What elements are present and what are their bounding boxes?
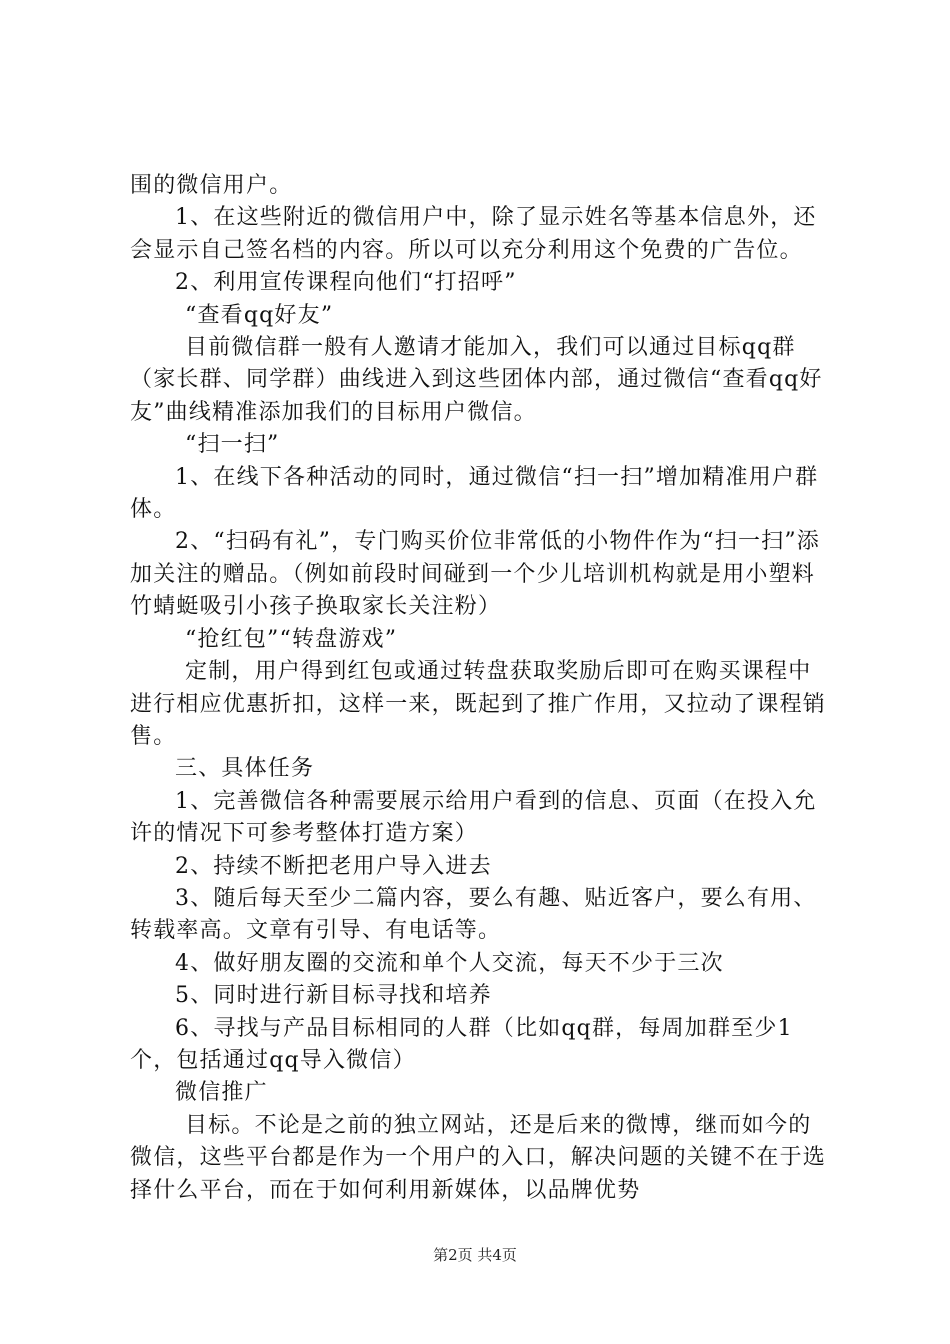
page-footer: 第2页 共4页 (433, 1246, 517, 1264)
paragraph: 5、同时进行新目标寻找和培养 (175, 983, 492, 1009)
paragraph: 1、完善微信各种需要展示给用户看到的信息、页面（在投入允许的情况下可参考整体打造方案） (130, 788, 817, 847)
document-body (130, 170, 830, 1207)
section-heading: “扫一扫” (185, 432, 280, 458)
paragraph: 6、寻找与产品目标相同的人群（比如qq群，每周加群至少1个，包括通过qq导入微信） (130, 1015, 793, 1073)
paragraph: 2、利用宣传课程向他们“打招呼” (175, 270, 517, 296)
paragraph: 1、在线下各种活动的同时，通过微信“扫一扫”增加精准用户群体。 (130, 464, 819, 523)
section-heading: “查看qq好友” (185, 302, 334, 328)
paragraph: 3、随后每天至少二篇内容，要么有趣、贴近客户，要么有用、转载率高。文章有引导、有电话等。 (130, 885, 817, 944)
paragraph: 2、持续不断把老用户导入进去 (175, 853, 492, 879)
section-heading: 三、具体任务 (175, 756, 315, 782)
paragraph: 2、“扫码有礼”，专门购买价位非常低的小物件作为“扫一扫”添加关注的赠品。（例如前段时间碰到一个少儿培训机构就是用小塑料竹蜻蜓吸引小孩子换取家长关注粉） (130, 529, 820, 620)
paragraph: 目标。不论是之前的独立网站，还是后来的微博，继而如今的微信，这些平台都是作为一个用户的入口，解决问题的关键不在于选择什么平台，而在于如何利用新媒体，以品牌优势 (130, 1112, 827, 1203)
section-heading: “抢红包”“转盘游戏” (185, 626, 398, 652)
paragraph: 围的微信用户。 (130, 173, 293, 198)
paragraph: 定制，用户得到红包或通过转盘获取奖励后即可在购买课程中进行相应优惠折扣，这样一来，既起到了推广作用，又拉动了课程销售。 (130, 659, 827, 749)
section-heading: 微信推广 (175, 1080, 268, 1106)
paragraph: 1、在这些附近的微信用户中，除了显示姓名等基本信息外，还会显示自己签名档的内容。所以可以充分利用这个免费的广告位。 (130, 205, 817, 263)
paragraph: 目前微信群一般有人邀请才能加入，我们可以通过目标qq群（家长群、同学群）曲线进入到这些团体内部，通过微信“查看qq好友”曲线精准添加我们的目标用户微信。 (130, 335, 823, 425)
paragraph: 4、做好朋友圈的交流和单个人交流，每天不少于三次 (175, 950, 724, 976)
